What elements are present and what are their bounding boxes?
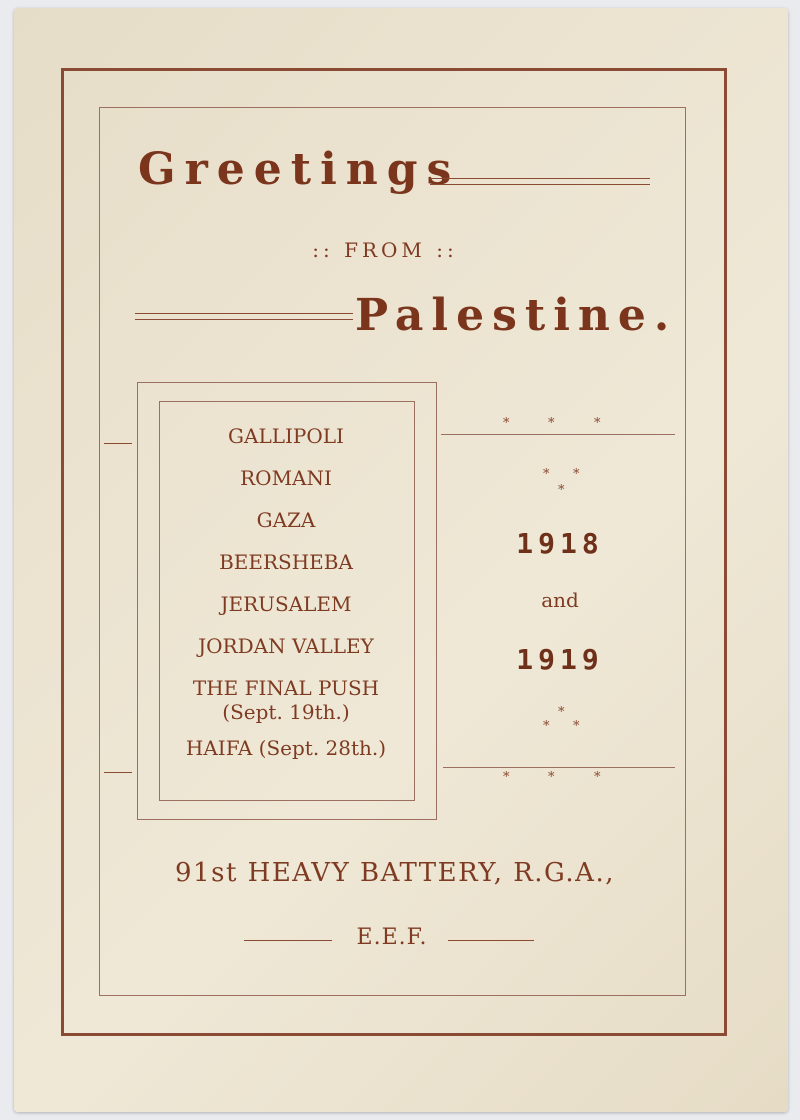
year-rule-bottom <box>443 767 675 768</box>
ornament-star-icon: * <box>548 770 555 785</box>
battle-item-gaza: GAZA <box>256 508 316 532</box>
battle-item-beersheba: BEERSHEBA <box>219 550 353 574</box>
year-joiner: and <box>541 588 579 612</box>
ornament-star-icon: * <box>558 483 565 498</box>
year-rule-top <box>441 434 675 435</box>
year-1919: 1919 <box>516 643 604 676</box>
battle-item-gallipoli: GALLIPOLI <box>228 424 344 448</box>
battle-item-final-push: THE FINAL PUSH (Sept. 19th.) <box>161 676 411 736</box>
force-rule-left <box>244 940 332 941</box>
ornament-star-icon: * <box>573 467 580 482</box>
title-rule-right <box>430 178 650 185</box>
battle-item-romani: ROMANI <box>240 466 332 490</box>
force-name: E.E.F. <box>356 925 428 950</box>
ornament-star-icon: * <box>543 467 550 482</box>
battle-honours-list <box>161 424 411 778</box>
battle-item-jordan-valley: JORDAN VALLEY <box>198 634 374 658</box>
ornament-star-icon: * <box>543 719 550 734</box>
title-from: :: FROM :: <box>312 238 458 262</box>
battle-item-jerusalem: JERUSALEM <box>220 592 352 616</box>
battle-item-haifa: HAIFA (Sept. 28th.) <box>185 736 387 760</box>
ornament-star-icon: * <box>503 770 510 785</box>
box-tick-top <box>104 443 132 444</box>
ornament-star-icon: * <box>594 770 601 785</box>
ornament-star-icon: * <box>548 416 555 431</box>
ornament-star-icon: * <box>594 416 601 431</box>
ornament-star-icon: * <box>558 705 565 720</box>
title-rule-left <box>135 313 353 320</box>
year-1918: 1918 <box>516 527 604 560</box>
title-palestine: Palestine. <box>355 290 678 341</box>
force-rule-right <box>448 940 534 941</box>
unit-name: 91st HEAVY BATTERY, R.G.A., <box>175 858 615 888</box>
battle-item-final-push-date: (Sept. 19th.) <box>222 700 350 724</box>
title-greetings: Greetings <box>138 144 461 195</box>
box-tick-bottom <box>104 772 132 773</box>
ornament-star-icon: * <box>503 416 510 431</box>
ornament-star-icon: * <box>573 719 580 734</box>
